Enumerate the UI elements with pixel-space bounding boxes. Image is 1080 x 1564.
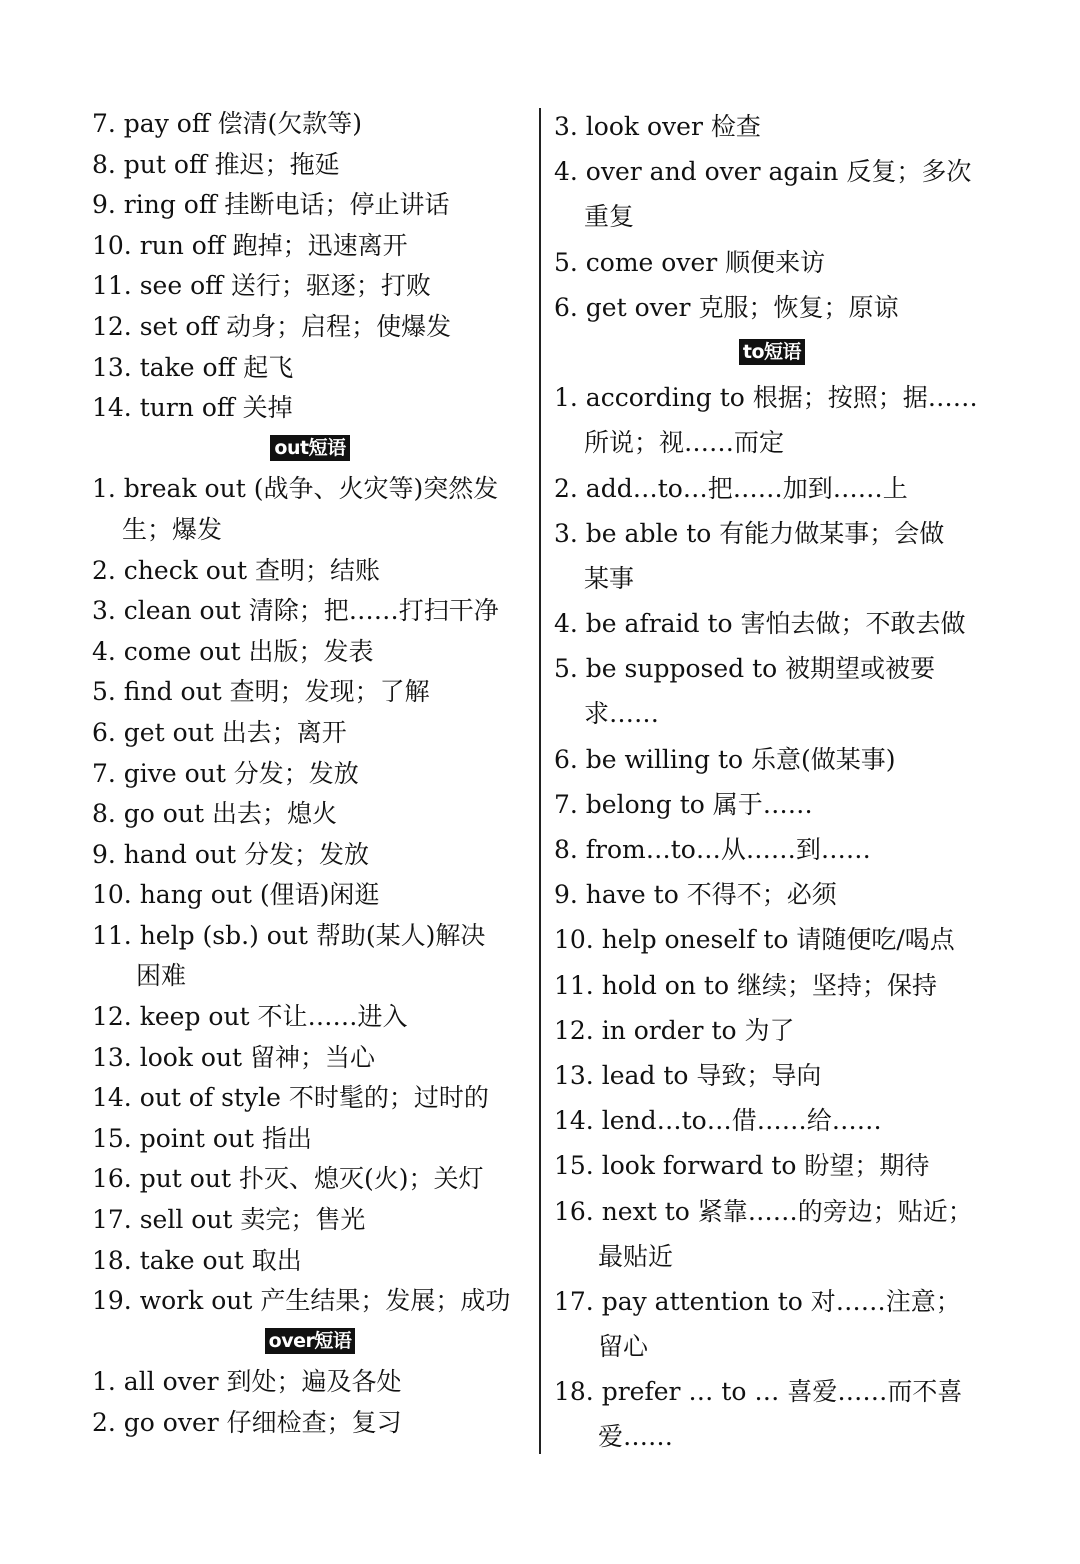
phrase-entry: 9. ring off 挂断电话；停止讲话 xyxy=(92,190,450,220)
entry-continuation: 留心 xyxy=(598,1332,649,1362)
phrase-entry: 12. in order to 为了 xyxy=(554,1015,795,1045)
entry-continuation: 生；爆发 xyxy=(122,514,223,544)
phrase-entry: 19. work out 产生结果；发展；成功 xyxy=(92,1286,511,1316)
phrase-entry: 7. give out 分发；发放 xyxy=(92,758,359,788)
left-column xyxy=(92,104,528,1444)
phrase-entry: 13. take off 起飞 xyxy=(92,352,294,382)
column-divider xyxy=(539,108,541,1454)
phrase-entry: 13. look out 留神；当心 xyxy=(92,1042,376,1072)
phrase-entry: 3. clean out 清除；把……打扫干净 xyxy=(92,596,499,626)
phrase-entry: 2. check out 查明；结账 xyxy=(92,555,380,585)
phrase-entry: 1. break out (战争、火灾等)突然发 xyxy=(92,474,499,504)
phrase-entry: 9. hand out 分发；发放 xyxy=(92,839,370,869)
phrase-entry: 15. point out 指出 xyxy=(92,1123,312,1153)
phrase-entry: 5. come over 顺便来访 xyxy=(554,247,826,277)
phrase-entry: 3. be able to 有能力做某事；会做 xyxy=(554,518,945,548)
phrase-entry: 5. find out 查明；发现；了解 xyxy=(92,677,430,707)
phrase-entry: 7. belong to 属于…… xyxy=(554,789,813,819)
phrase-entry: 17. pay attention to 对……注意； xyxy=(554,1286,961,1316)
section-heading xyxy=(554,330,990,375)
phrase-entry: 17. sell out 卖完；售光 xyxy=(92,1205,366,1235)
phrase-entry: 9. have to 不得不；必须 xyxy=(554,880,837,910)
phrase-entry: 3. look over 检查 xyxy=(554,112,761,141)
section-heading-label: over短语 xyxy=(265,1328,356,1354)
entry-continuation: 重复 xyxy=(584,202,635,232)
phrase-entry: 1. according to 根据；按照；据…… xyxy=(554,383,978,413)
entry-continuation: 困难 xyxy=(136,961,187,991)
phrase-entry: 5. be supposed to 被期望或被要 xyxy=(554,654,936,684)
phrase-entry: 12. set off 动身；启程；使爆发 xyxy=(92,311,452,341)
phrase-entry: 10. help oneself to 请随便吃/喝点 xyxy=(554,925,955,955)
phrase-entry: 10. hang out (俚语)闲逛 xyxy=(92,880,380,910)
phrase-entry: 4. be afraid to 害怕去做；不敢去做 xyxy=(554,609,966,639)
entry-continuation: 最贴近 xyxy=(598,1241,674,1271)
phrase-entry: 1. all over 到处；遍及各处 xyxy=(92,1367,402,1397)
entry-continuation: 爱…… xyxy=(598,1422,674,1452)
phrase-entry: 18. take out 取出 xyxy=(92,1245,302,1275)
phrase-entry: 8. put off 推迟；拖延 xyxy=(92,149,340,179)
phrase-entry: 6. get out 出去；离开 xyxy=(92,717,347,747)
phrase-entry: 2. add…to…把……加到……上 xyxy=(554,473,908,503)
section-heading xyxy=(92,429,528,470)
phrase-entry: 7. pay off 偿清(欠款等) xyxy=(92,109,363,138)
phrase-entry: 2. go over 仔细检查；复习 xyxy=(92,1408,402,1437)
section-heading-label: to短语 xyxy=(739,339,805,365)
phrase-entry: 10. run off 跑掉；迅速离开 xyxy=(92,230,408,260)
phrase-entry: 15. look forward to 盼望；期待 xyxy=(554,1151,930,1181)
phrase-entry: 4. over and over again 反复；多次 xyxy=(554,157,972,187)
section-heading xyxy=(92,1322,528,1363)
entry-continuation: 求…… xyxy=(584,699,660,729)
phrase-entry: 13. lead to 导致；导向 xyxy=(554,1060,822,1090)
phrase-entry: 16. next to 紧靠……的旁边；贴近； xyxy=(554,1196,973,1226)
phrase-entry: 4. come out 出版；发表 xyxy=(92,636,374,666)
phrase-entry: 12. keep out 不让……进入 xyxy=(92,1002,408,1032)
phrase-entry: 14. lend…to…借……给…… xyxy=(554,1106,882,1136)
phrase-entry: 14. out of style 不时髦的；过时的 xyxy=(92,1083,489,1113)
phrase-entry: 14. turn off 关掉 xyxy=(92,393,293,423)
phrase-entry: 11. hold on to 继续；坚持；保持 xyxy=(554,970,937,1000)
phrase-entry: 18. prefer … to … 喜爱……而不喜 xyxy=(554,1377,963,1407)
phrase-entry: 6. be willing to 乐意(做某事) xyxy=(554,744,896,774)
right-column xyxy=(554,104,990,1460)
phrase-entry: 11. see off 送行；驱逐；打败 xyxy=(92,271,431,301)
entry-continuation: 所说；视……而定 xyxy=(584,428,785,458)
phrase-entry: 8. go out 出去；熄火 xyxy=(92,799,337,829)
section-heading-label: out短语 xyxy=(270,435,349,461)
entry-continuation: 某事 xyxy=(584,563,635,593)
phrase-entry: 11. help (sb.) out 帮助(某人)解决 xyxy=(92,920,486,950)
phrase-entry: 16. put out 扑灭、熄灭(火)；关灯 xyxy=(92,1164,484,1194)
phrase-entry: 8. from…to…从……到…… xyxy=(554,835,871,864)
phrase-entry: 6. get over 克服；恢复；原谅 xyxy=(554,292,899,322)
